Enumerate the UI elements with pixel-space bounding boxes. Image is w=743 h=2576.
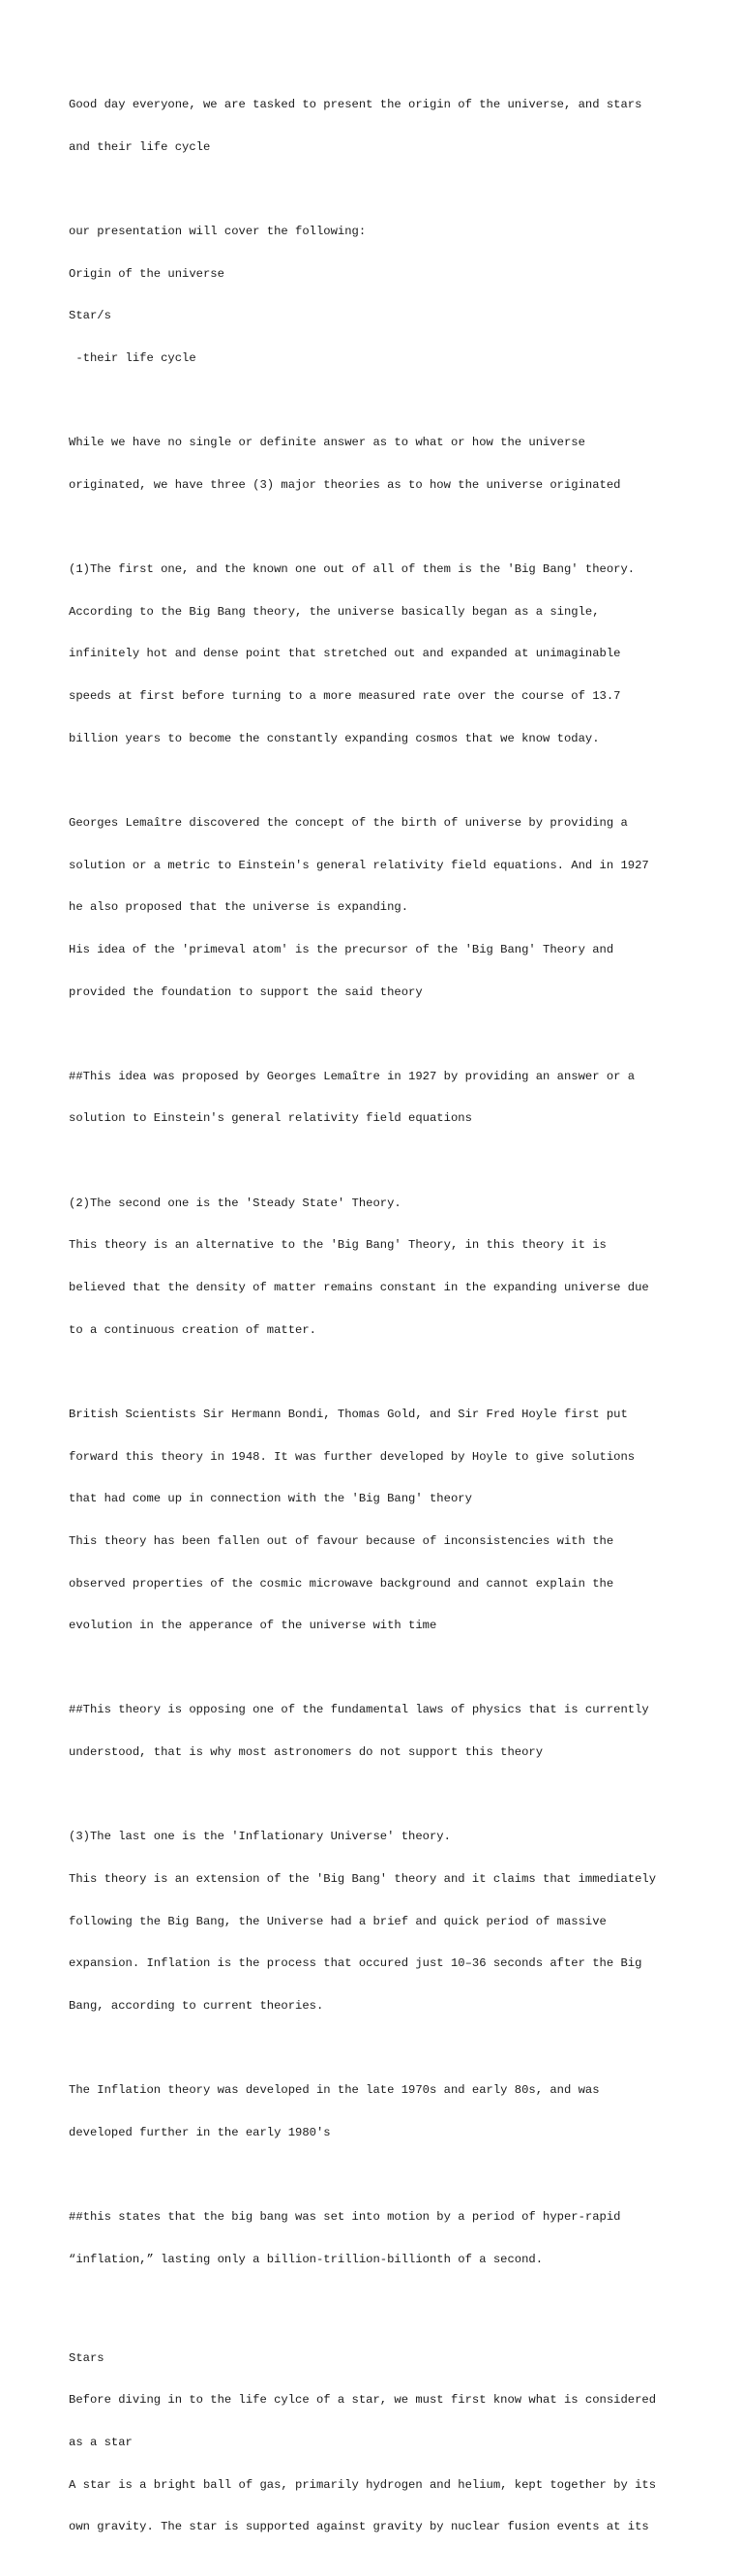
paragraph-lemaitre (69, 788, 707, 1027)
text-line: he also proposed that the universe is expanding. (69, 900, 409, 915)
paragraph-bondi-gold-hoyle (69, 1379, 707, 1661)
paragraph-note-lemaitre (69, 1042, 707, 1154)
text-line: originated, we have three (3) major theories as to how the universe originated (69, 477, 621, 492)
paragraph-intro (69, 70, 707, 182)
paragraph-theories-intro (69, 408, 707, 520)
text-line: His idea of the 'primeval atom' is the precursor of the 'Big Bang' Theory and (69, 942, 614, 956)
text-line: expansion. Inflation is the process that occured just 10–36 seconds after the Big (69, 1956, 642, 1971)
text-line: -their life cycle (69, 350, 196, 365)
paragraph-big-bang (69, 534, 707, 773)
text-line: Origin of the universe (69, 266, 224, 281)
text-line: speeds at first before turning to a more measured rate over the course of 13.7 (69, 689, 621, 704)
text-line: This theory is an alternative to the 'Big Bang' Theory, in this theory it is (69, 1238, 607, 1253)
section-heading: Stars (69, 2350, 104, 2365)
paragraph-inflationary (69, 1802, 707, 2041)
text-line: infinitely hot and dense point that stretched out and expanded at unimaginable (69, 647, 621, 661)
blank-line (69, 2309, 707, 2323)
text-line: (3)The last one is the 'Inflationary Universe' theory. (69, 1830, 451, 1844)
text-line: our presentation will cover the following: (69, 225, 367, 239)
text-line: ##This idea was proposed by Georges Lemaître in 1927 by providing an answer or a (69, 1069, 636, 1083)
text-line: as a star (69, 2435, 133, 2449)
text-line: forward this theory in 1948. It was further developed by Hoyle to give solutions (69, 1449, 636, 1464)
paragraph-steady-state (69, 1168, 707, 1366)
paragraph-note-inflation (69, 2182, 707, 2294)
section-stars (69, 2323, 707, 2562)
text-line: Before diving in to the life cylce of a star, we must first know what is considered (69, 2393, 657, 2408)
paragraph-note-steady-state (69, 1675, 707, 1787)
document-page (69, 70, 707, 2576)
text-line: that had come up in connection with the 'Big Bang' theory (69, 1492, 472, 1506)
text-line: understood, that is why most astronomers do not support this theory (69, 1745, 544, 1760)
text-line: evolution in the apperance of the universe with time (69, 1619, 437, 1633)
text-line: (2)The second one is the 'Steady State' Theory. (69, 1196, 401, 1210)
text-line: British Scientists Sir Hermann Bondi, Thomas Gold, and Sir Fred Hoyle first put (69, 1407, 628, 1421)
text-line: solution or a metric to Einstein's general relativity field equations. And in 1927 (69, 858, 649, 872)
text-line: Star/s (69, 309, 111, 323)
text-line: Bang, according to current theories. (69, 1998, 324, 2013)
text-line: believed that the density of matter remains constant in the expanding universe due (69, 1281, 649, 1295)
text-line: Georges Lemaître discovered the concept of the birth of universe by providing a (69, 815, 628, 830)
text-line: own gravity. The star is supported against gravity by nuclear fusion events at its (69, 2520, 649, 2534)
text-line: This theory is an extension of the 'Big Bang' theory and it claims that immediately (69, 1872, 657, 1886)
text-line: solution to Einstein's general relativity field equations (69, 1111, 472, 1126)
text-line: following the Big Bang, the Universe had a brief and quick period of massive (69, 1914, 607, 1928)
text-line: ##this states that the big bang was set into motion by a period of hyper-rapid (69, 2210, 621, 2225)
text-line: ##This theory is opposing one of the fundamental laws of physics that is currently (69, 1703, 649, 1717)
text-line: The Inflation theory was developed in the late 1970s and early 80s, and was (69, 2083, 600, 2098)
text-line: A star is a bright ball of gas, primarily hydrogen and helium, kept together by its (69, 2477, 657, 2492)
text-line: developed further in the early 1980's (69, 2125, 331, 2139)
text-line: This theory has been fallen out of favour because of inconsistencies with the (69, 1533, 614, 1548)
text-line: to a continuous creation of matter. (69, 1322, 316, 1337)
paragraph-outline (69, 197, 707, 394)
text-line: and their life cycle (69, 139, 211, 154)
text-line: provided the foundation to support the said theory (69, 985, 423, 999)
text-line: billion years to become the constantly expanding cosmos that we know today. (69, 731, 600, 745)
paragraph-inflation-history (69, 2055, 707, 2167)
text-line: (1)The first one, and the known one out of all of them is the 'Big Bang' theory. (69, 562, 636, 577)
text-line: Good day everyone, we are tasked to present the origin of the universe, and stars (69, 98, 642, 112)
text-line: While we have no single or definite answer as to what or how the universe (69, 436, 585, 450)
text-line: According to the Big Bang theory, the universe basically began as a single, (69, 604, 600, 619)
text-line: “inflation,” lasting only a billion-trillion-billionth of a second. (69, 2252, 544, 2266)
text-line: observed properties of the cosmic microwave background and cannot explain the (69, 1576, 614, 1591)
